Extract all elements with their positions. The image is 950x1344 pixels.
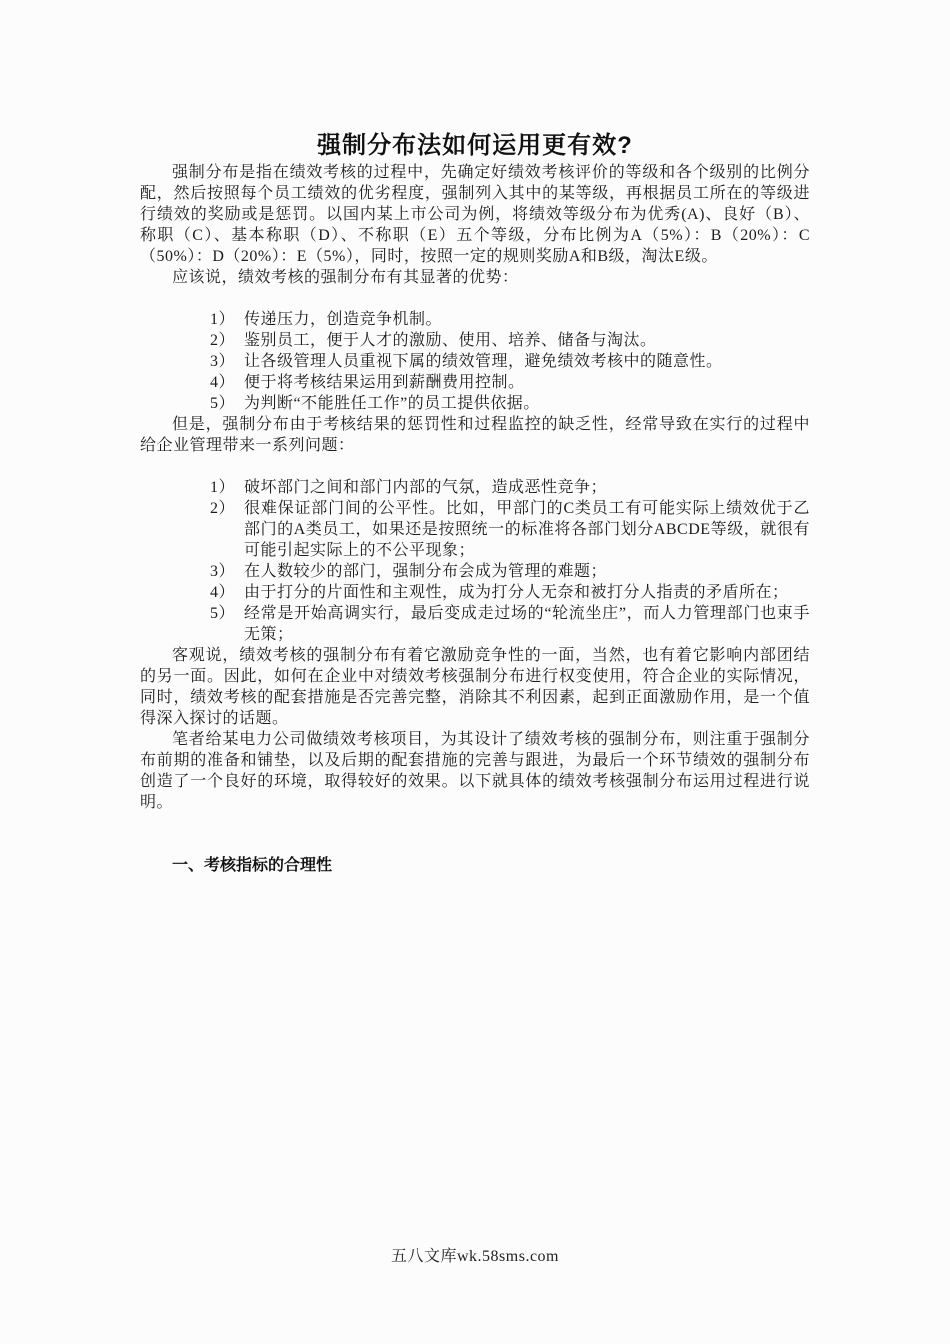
document-title: 强制分布法如何运用更有效? xyxy=(317,132,633,159)
section-heading: 一、考核指标的合理性 xyxy=(172,857,333,874)
list-item-number: 5） xyxy=(210,395,236,412)
list-item-text: 让各级管理人员重视下属的绩效管理，避免绩效考核中的随意性。 xyxy=(244,353,723,370)
advantage-item xyxy=(210,330,810,351)
list-item-text: 由于打分的片面性和主观性，成为打分人无奈和被打分人指责的矛盾所在； xyxy=(244,584,789,601)
problem-item xyxy=(210,603,810,645)
problem-item xyxy=(210,477,810,498)
list-item-text: 鉴别员工，便于人才的激励、使用、培养、储备与淘汰。 xyxy=(244,332,657,349)
advantage-item xyxy=(210,309,810,330)
list-item-text: 为判断“不能胜任工作”的员工提供依据。 xyxy=(244,395,540,412)
author-note-paragraph: 笔者给某电力公司做绩效考核项目，为其设计了绩效考核的强制分布，则注重于强制分布前期的准备和铺垫，以及后期的配套措施的完善与跟进，为最后一个环节绩效的强制分布创造了一个良好的环境，取得较好的效果。以下就具体的绩效考核强制分布运用过程进行说明。 xyxy=(140,731,810,811)
list-item-number: 4） xyxy=(210,584,236,601)
list-item-number: 4） xyxy=(210,374,236,391)
advantages-list xyxy=(140,309,810,414)
advantage-item xyxy=(210,351,810,372)
problems-lead-paragraph: 但是，强制分布由于考核结果的惩罚性和过程监控的缺乏性，经常导致在实行的过程中给企业管理带来一系列问题： xyxy=(140,416,810,454)
intro-paragraph: 强制分布是指在绩效考核的过程中，先确定好绩效考核评价的等级和各个级别的比例分配，然后按照每个员工绩效的优劣程度，强制列入其中的某等级，再根据员工所在的等级进行绩效的奖励或是惩罚。以国内某上市公司为例，将绩效等级分布为优秀(A)、良好（B）、称职（C）、基本称职（D）、不称职（E）五个等级，分布比例为A（5%）：B（20%）：C（50%）：D（20%）：E（5%），同时，按照一定的规则奖励A和B级，淘汰E级。 xyxy=(140,164,810,265)
list-item-number: 2） xyxy=(210,500,236,517)
advantage-item xyxy=(210,372,810,393)
discussion-paragraph: 客观说，绩效考核的强制分布有着它激励竞争性的一面，当然，也有着它影响内部团结的另一面。因此，如何在企业中对绩效考核强制分布进行权变使用，符合企业的实际情况，同时，绩效考核的配套措施是否完善完整，消除其不利因素，起到正面激励作用，是一个值得深入探讨的话题。 xyxy=(140,647,810,727)
advantages-lead-paragraph: 应该说，绩效考核的强制分布有其显著的优势： xyxy=(172,269,519,286)
list-item-text: 很难保证部门间的公平性。比如，甲部门的C类员工有可能实际上绩效优于乙部门的A类员工，如果还是按照统一的标准将各部门划分ABCDE等级，就很有可能引起实际上的不公平现象； xyxy=(244,500,810,559)
list-item-text: 在人数较少的部门，强制分布会成为管理的难题； xyxy=(244,563,608,580)
list-item-text: 经常是开始高调实行，最后变成走过场的“轮流坐庄”，而人力管理部门也束手无策； xyxy=(244,605,810,643)
page-footer: 五八文库wk.58sms.com xyxy=(390,1248,559,1265)
problem-item xyxy=(210,561,810,582)
list-item-text: 传递压力，创造竞争机制。 xyxy=(244,311,443,328)
list-item-text: 便于将考核结果运用到薪酬费用控制。 xyxy=(244,374,525,391)
advantage-item xyxy=(210,393,810,414)
list-item-number: 3） xyxy=(210,563,236,580)
list-item-number: 3） xyxy=(210,353,236,370)
list-item-number: 2） xyxy=(210,332,236,349)
list-item-number: 1） xyxy=(210,311,236,328)
list-item-number: 1） xyxy=(210,479,236,496)
list-item-number: 5） xyxy=(210,605,236,622)
problems-list xyxy=(140,477,810,645)
problem-item xyxy=(210,582,810,603)
problem-item xyxy=(210,498,810,561)
list-item-text: 破坏部门之间和部门内部的气氛，造成恶性竞争； xyxy=(244,479,608,496)
